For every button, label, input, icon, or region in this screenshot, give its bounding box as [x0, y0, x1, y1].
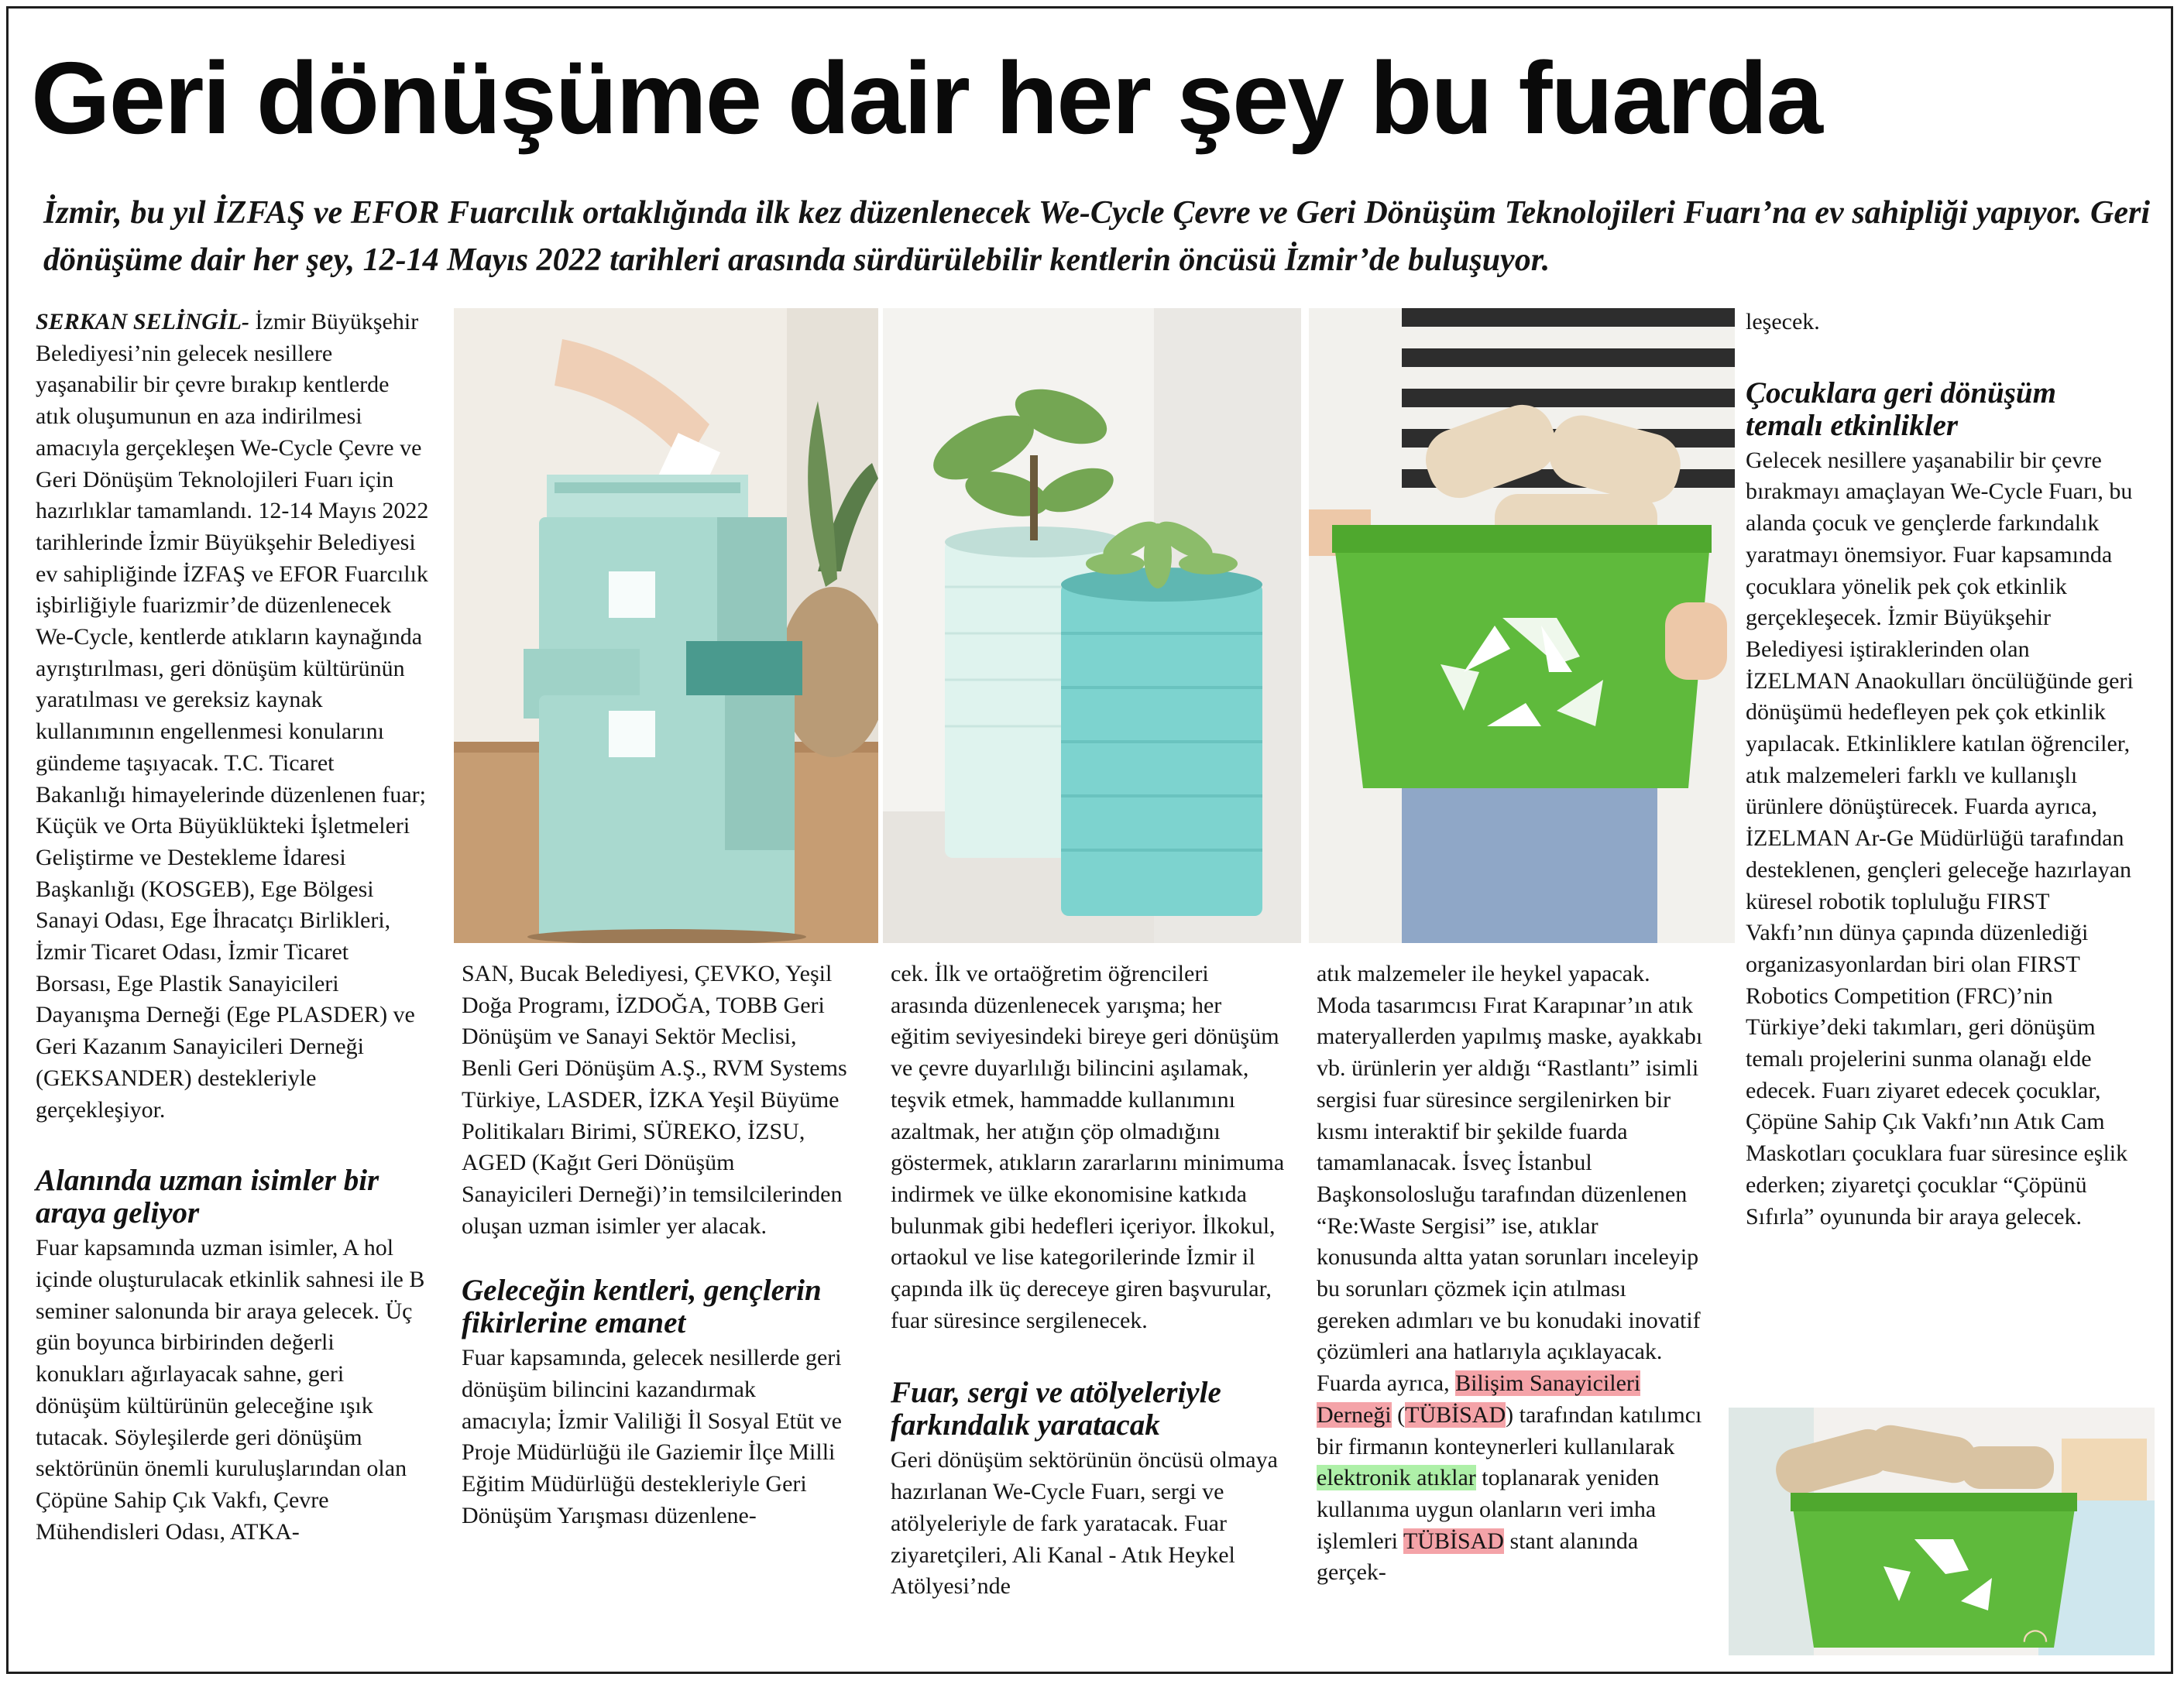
column-2-body-2: Fuar kapsamında, gelecek nesillerde geri dönüşüm bilincini kazandırmak amacıyla; İzmir Valiliği İl Sosyal Etüt ve Proje Müdürlüğü ile Gaziemir İlçe Milli Eğitim Müdürlüğü destekleriyle Geri Dönüşüm Yarışması düzenlene-	[462, 1345, 843, 1528]
column-4	[1317, 959, 1704, 1589]
subheading-exhibition: Fuar, sergi ve atölyeleriyle farkındalık yaratacak	[891, 1376, 1221, 1442]
column-3-body: cek. İlk ve ortaöğretim öğrencileri arasında düzenlenecek yarışma; her eğitim seviyesindeki bireye geri dönüşüm ve çevre duyarlılığı bilincini aşılamak, teşvik etmek, hammadde kullanımını azaltmak, her atığın çöp olmadığını göstermek, atıkların zararlarını minimuma indirmek ve ülke ekonomisine katkıda bulunmak gibi hedefleri içeriyor. İlkokul, ortaokul ve lise kategorilerinde İzmir il çapında ilk üç dereceye giren başvurular, fuar süresince sergilenecek.	[891, 961, 1285, 1333]
highlight-tubisad: TÜBİSAD	[1405, 1401, 1506, 1428]
column-5-body-2: Gelecek nesillere yaşanabilir bir çevre bırakmayı amaçlayan We-Cycle Fuarı, bu alanda çocuk ve gençlerde farkındalık yaratmayı önemsiyor. Fuar kapsamında çocuklara yönelik pek çok etkinlik gerçekleşecek. İzmir Büyükşehir Belediyesi iştiraklerinden olan İZELMAN Anaokulları öncülüğünde geri dönüşümü hedefleyen pek çok etkinlik yapılacak. Etkinliklere katılan öğrenciler, atık malzemeleri farklı ve kullanışlı ürünlere dönüştürecek. Fuarda ayrıca, İZELMAN Ar-Ge Müdürlüğü tarafından desteklenen, gençleri geleceğe hazırlayan küresel robotik topluluğu FIRST Vakfı’nın dünya çapında düzenlediği organizasyonlardan biri olan FIRST Robotics Competition (FRC)’nin Türkiye’deki takımları, geri dönüşüm temalı projelerini sunma olanağı elde edecek. Fuarı ziyaret edecek çocuklar, Çöpüne Sahip Çık Vakfı’nın Atık Cam Maskotları çocuklara fuar süresince eşlik ederken; ziyaretçi çocuklar “Çöpünü Sıfırla” oyununda bir araya gelecek.	[1746, 447, 2134, 1230]
watermark-logo: ◠	[2021, 1622, 2049, 1658]
stacked-recycling-bins-photo	[454, 308, 878, 943]
article-title: Geri dönüşüme dair her şey bu fuarda	[31, 41, 1822, 155]
subheading-experts: Alanında uzman isimler bir araya geliyor	[36, 1164, 379, 1230]
subheading-future-cities: Geleceğin kentleri, gençlerin fikirlerine emanet	[462, 1274, 822, 1340]
green-recycling-box-photo	[1309, 308, 1735, 943]
byline: SERKAN SELİNGİL-	[36, 309, 249, 334]
column-3-body-2: Geri dönüşüm sektörünün öncüsü olmaya hazırlanan We-Cycle Fuarı, sergi ve atölyeleriyle de fark yaratacak. Fuar ziyaretçileri, Ali Kanal - Atık Heykel Atölyesi’nde	[891, 1447, 1278, 1600]
column-1	[36, 307, 429, 1548]
column-5	[1746, 307, 2136, 1233]
succulents-in-cans-photo	[883, 308, 1301, 943]
column-3	[891, 959, 1286, 1603]
article-lead: İzmir, bu yıl İZFAŞ ve EFOR Fuarcılık ortaklığında ilk kez düzenlenecek We-Cycle Çevre ve Geri Dönüşüm Teknolojileri Fuarı’na ev sahipliği yapıyor. Geri dönüşüme dair her şey, 12-14 Mayıs 2022 tarihleri arasında sürdürülebilir kentlerin öncüsü İzmir’de buluşuyor.	[43, 195, 2150, 278]
column-4-body: atık malzemeler ile heykel yapacak. Moda tasarımcısı Fırat Karapınar’ın atık materyallerden yapılmış maske, ayakkabı vb. ürünlerin yer aldığı “Rastlantı” isimli sergisi fuar süresince sergilenirken bir kısmı interaktif bir şekilde fuarda tamamlanacak. İsveç İstanbul Başkonsolosluğu tarafından düzenlenen “Re:Waste Sergisi” ise, atıklar konusunda altta yatan sorunları inceleyip bu sorunları çözmek için atılması gereken adımları ve bu konudaki inovatif çözümleri ana hatlarıyla açıklayacak.	[1317, 961, 1703, 1365]
highlight-bilisim: Bilişim Sanayicileri Derneği	[1317, 1370, 1641, 1428]
subheading-children: Çocuklara geri dönüşüm temalı etkinlikler	[1746, 376, 2056, 442]
column-1-body-2: Fuar kapsamında uzman isimler, A hol içinde oluşturulacak etkinlik sahnesi ile B seminer salonunda bir araya gelecek. Üç gün boyunca birbirinden değerli konukları ağırlayacak sahne, geri dönüşüm kültürünün geleceğine ışık tutacak. Söyleşilerde geri dönüşüm sektörünün önemli kuruluşlarından olan Çöpüne Sahip Çık Vakfı, Çevre Mühendisleri Odası, ATKA-	[36, 1235, 425, 1545]
column-2	[462, 959, 849, 1532]
column-4-body-2: Fuarda ayrıca, Bilişim Sanayicileri Derneği (TÜBİSAD) tarafından katılımcı bir firmanın konteynerleri kullanılarak elektronik atıklar toplanarak yeniden kullanıma uygun olanların veri imha işlemleri TÜBİSAD stant alanında gerçek-	[1317, 1370, 1702, 1586]
column-5-body: leşecek.	[1746, 309, 1820, 334]
column-1-body: SERKAN SELİNGİL- İzmir Büyükşehir Belediyesi’nin gelecek nesillere yaşanabilir bir çevre bırakıp kentlerde atık oluşumunun en aza indirilmesi amacıyla gerçekleşen We-Cycle Çevre ve Geri Dönüşüm Teknolojileri Fuarı için hazırlıklar tamamlandı. 12-14 Mayıs 2022 tarihlerinde İzmir Büyükşehir Belediyesi ev sahipliğinde İZFAŞ ve EFOR Fuarcılık işbirliğiyle fuarizmir’de düzenlenecek We-Cycle, kentlerde atıkların kaynağında ayrıştırılması, geri dönüşüm kültürünün yaratılması ve gereksiz kaynak kullanımının engellenmesi konularını gündeme taşıyacak. T.C. Ticaret Bakanlığı himayelerinde düzenlenen fuar; Küçük ve Orta Büyüklükteki İşletmeleri Geliştirme ve Destekleme İdaresi Başkanlığı (KOSGEB), Ege Bölgesi Sanayi Odası, Ege İhracatçı Birlikleri, İzmir Ticaret Odası, İzmir Ticaret Borsası, Ege Plastik Sanayicileri Dayanışma Derneği (Ege PLASDER) ve Geri Kazanım Sanayicileri Derneği (GEKSANDER) destekleriyle gerçekleşiyor.	[36, 309, 429, 1123]
highlight-electronic-waste: elektronik atıklar	[1317, 1465, 1476, 1491]
column-2-body: SAN, Bucak Belediyesi, ÇEVKO, Yeşil Doğa Programı, İZDOĞA, TOBB Geri Dönüşüm ve Sanayi Sektör Meclisi, Benli Geri Dönüşüm A.Ş., RVM Systems Türkiye, LASDER, İZKA Yeşil Büyüme Politikaları Birimi, SÜREKO, İZSU, AGED (Kağıt Geri Dönüşüm Sanayicileri Derneği)’in temsilcilerinden oluşan uzman isimler yer alacak.	[462, 961, 847, 1239]
highlight-tubisad-2: TÜBİSAD	[1403, 1528, 1504, 1554]
